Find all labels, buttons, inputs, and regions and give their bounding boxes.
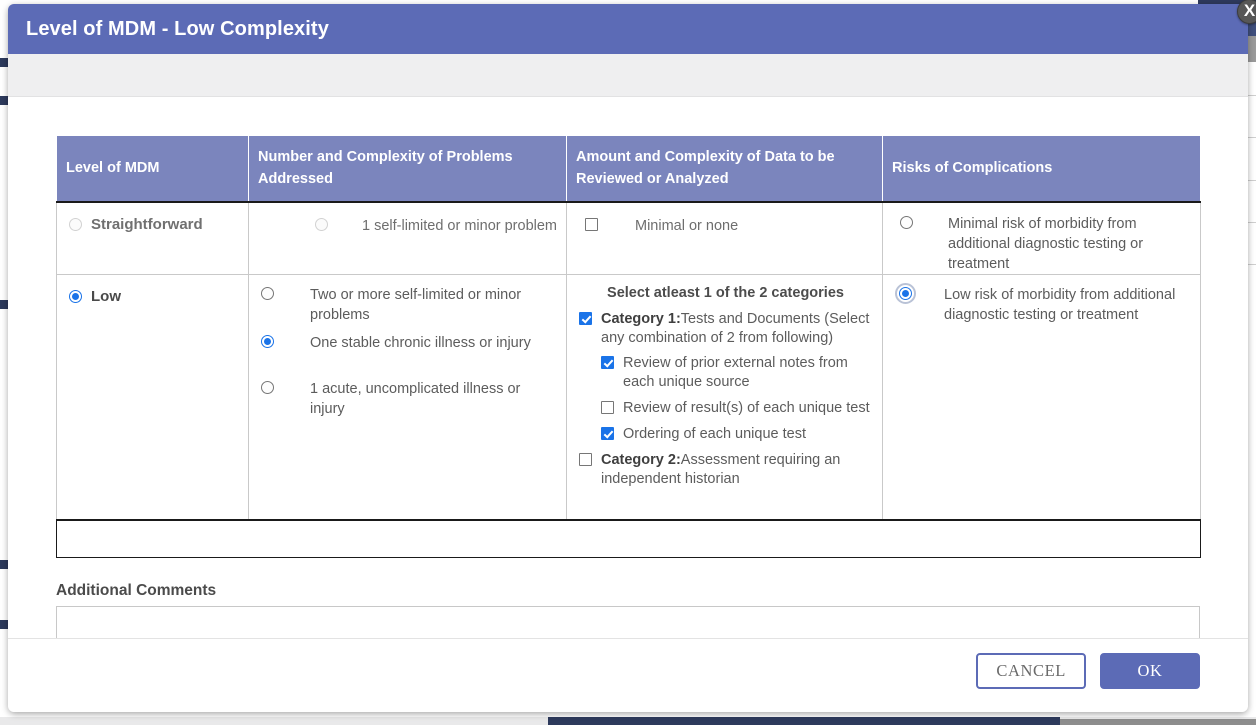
column-header-data: Amount and Complexity of Data to be Reviewed or Analyzed	[567, 136, 883, 202]
table-row-low	[57, 274, 1201, 520]
dialog-title: Level of MDM - Low Complexity	[26, 17, 329, 40]
radio-problem-two-or-more[interactable]	[261, 287, 274, 300]
ok-button[interactable]: OK	[1100, 653, 1200, 689]
column-header-level: Level of MDM	[57, 136, 249, 202]
label-problem-one-stable-chronic: One stable chronic illness or injury	[310, 334, 531, 351]
dialog-titlebar	[8, 4, 1248, 54]
radio-level-straightforward[interactable]	[69, 218, 82, 231]
table-footer-cell	[57, 520, 1201, 558]
category-2-row	[579, 451, 872, 489]
dialog-footer	[8, 638, 1248, 712]
category-1-item-row	[601, 425, 872, 444]
label-data-minimal-or-none: Minimal or none	[635, 217, 739, 234]
table-header-row	[57, 136, 1201, 202]
cell-level-low	[57, 274, 249, 520]
checkbox-data-minimal-or-none[interactable]	[585, 218, 598, 231]
radio-risk-minimal[interactable]	[900, 216, 913, 229]
radio-risk-low[interactable]	[899, 287, 912, 300]
cell-data-straightforward	[567, 202, 883, 275]
table-row-straightforward	[57, 202, 1201, 275]
checkbox-review-prior-external-notes[interactable]	[601, 356, 614, 369]
close-icon[interactable]: X	[1237, 0, 1256, 24]
label-problem-self-limited: 1 self-limited or minor problem	[362, 217, 558, 234]
radio-problem-acute-uncomplicated[interactable]	[261, 381, 274, 394]
category-1-row	[579, 310, 872, 348]
label-problem-acute-uncomplicated: 1 acute, uncomplicated illness or injury	[310, 380, 521, 417]
table-footer-row	[57, 520, 1201, 558]
checkbox-review-results-each-unique-test[interactable]	[601, 401, 614, 414]
radio-level-low[interactable]	[69, 290, 82, 303]
background-bottom-nav	[548, 717, 1060, 725]
cell-risk-low	[883, 274, 1201, 520]
cell-problems-low	[249, 274, 567, 520]
category-1-item-row	[601, 354, 872, 392]
column-header-problems: Number and Complexity of Problems Addressed	[249, 136, 567, 202]
category-1-description: Tests and Documents (Select any combination of 2 from following)	[601, 310, 870, 346]
radio-problem-one-stable-chronic[interactable]	[261, 335, 274, 348]
label-risk-minimal: Minimal risk of morbidity from additional diagnostic testing or treatment	[948, 215, 1144, 272]
level-label-low: Low	[91, 287, 121, 305]
additional-comments-label: Additional Comments	[56, 582, 217, 600]
dialog-subheader	[8, 54, 1248, 97]
label-review-results-each-unique-test: Review of result(s) of each unique test	[623, 399, 870, 416]
category-2-title: Category 2:	[601, 451, 681, 468]
label-risk-low: Low risk of morbidity from additional diagnostic testing or treatment	[944, 286, 1176, 323]
cell-risk-straightforward	[883, 202, 1201, 275]
cancel-button[interactable]: CANCEL	[976, 653, 1086, 689]
dialog-body	[8, 135, 1248, 701]
label-review-prior-external-notes: Review of prior external notes from each unique source	[623, 354, 848, 390]
mdm-dialog	[8, 1, 1256, 712]
mdm-table	[56, 135, 1201, 558]
label-problem-two-or-more: Two or more self-limited or minor problems	[310, 286, 522, 323]
column-header-risks: Risks of Complications	[883, 136, 1201, 202]
data-categories-heading: Select atleast 1 of the 2 categories	[607, 284, 844, 301]
category-2-description: Assessment requiring an independent historian	[601, 451, 841, 487]
cell-problems-straightforward	[249, 202, 567, 275]
cell-level-straightforward	[57, 202, 249, 275]
radio-problem-self-limited[interactable]	[315, 218, 328, 231]
checkbox-category-1[interactable]	[579, 312, 592, 325]
label-ordering-each-unique-test: Ordering of each unique test	[623, 425, 806, 442]
category-1-title: Category 1:	[601, 310, 681, 327]
cell-data-low	[567, 274, 883, 520]
checkbox-ordering-each-unique-test[interactable]	[601, 427, 614, 440]
checkbox-category-2[interactable]	[579, 453, 592, 466]
category-1-item-row	[601, 399, 872, 418]
level-label-straightforward: Straightforward	[91, 215, 203, 233]
background-bottom-nav-right	[1060, 719, 1256, 725]
